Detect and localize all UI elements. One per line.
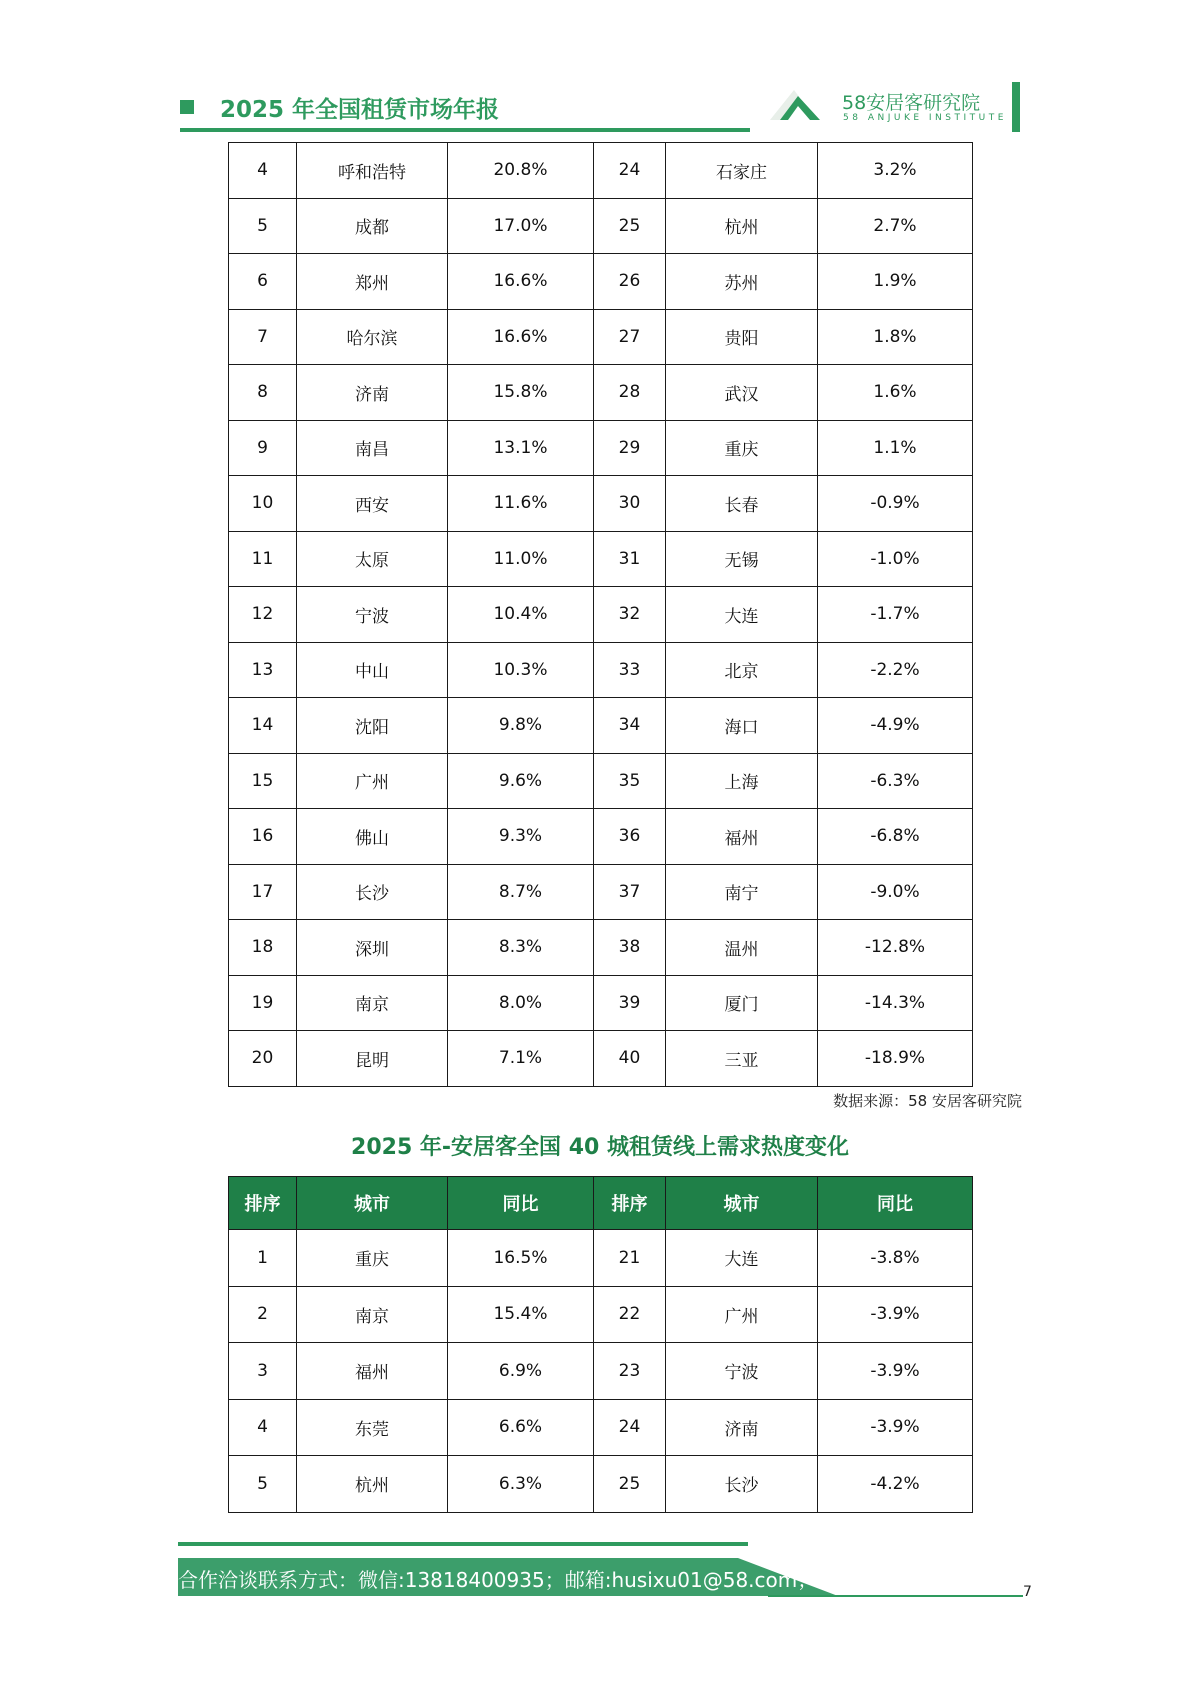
- column-header-city: 城市: [297, 1177, 448, 1230]
- rank-cell: 13: [229, 642, 297, 698]
- table-row: [229, 531, 973, 587]
- city-cell: 东莞: [297, 1399, 448, 1456]
- city-cell: 广州: [666, 1286, 818, 1343]
- logo-text-en: 58 ANJUKE INSTITUTE: [843, 113, 1007, 123]
- city-cell: 杭州: [297, 1456, 448, 1513]
- yoy-cell: -3.9%: [818, 1343, 973, 1400]
- rank-cell: 23: [594, 1343, 666, 1400]
- yoy-cell: -6.3%: [818, 753, 973, 809]
- yoy-cell: -9.0%: [818, 864, 973, 920]
- demand-heat-table-body: [229, 1230, 973, 1513]
- city-cell: 石家庄: [666, 143, 818, 199]
- city-cell: 宁波: [666, 1343, 818, 1400]
- yoy-cell: 8.3%: [448, 920, 594, 976]
- rank-cell: 25: [594, 198, 666, 254]
- table-row: [229, 920, 973, 976]
- rank-cell: 39: [594, 975, 666, 1031]
- yoy-cell: 16.6%: [448, 309, 594, 365]
- table-row: [229, 1031, 973, 1087]
- rank-cell: 4: [229, 1399, 297, 1456]
- yoy-cell: 7.1%: [448, 1031, 594, 1087]
- yoy-cell: 9.6%: [448, 753, 594, 809]
- city-cell: 南京: [297, 1286, 448, 1343]
- contact-info: 合作洽谈联系方式：微信:13818400935；邮箱:husixu01@58.com；: [178, 1568, 818, 1592]
- rank-cell: 38: [594, 920, 666, 976]
- ranking-table-continued: [228, 142, 973, 1087]
- rank-cell: 3: [229, 1343, 297, 1400]
- rank-cell: 30: [594, 476, 666, 532]
- demand-heat-table: [228, 1176, 973, 1513]
- table-header-row: [229, 1177, 973, 1230]
- page-footer: [178, 1542, 1038, 1602]
- rank-cell: 35: [594, 753, 666, 809]
- table-row: [229, 420, 973, 476]
- city-cell: 南宁: [666, 864, 818, 920]
- rank-cell: 33: [594, 642, 666, 698]
- page-header: [180, 82, 1020, 134]
- column-header-rank: 排序: [594, 1177, 666, 1230]
- yoy-cell: 10.4%: [448, 587, 594, 643]
- rank-cell: 12: [229, 587, 297, 643]
- table-row: [229, 143, 973, 199]
- rank-cell: 32: [594, 587, 666, 643]
- data-source-note: 数据来源：58 安居客研究院: [833, 1092, 1022, 1110]
- rank-cell: 1: [229, 1230, 297, 1287]
- rank-cell: 17: [229, 864, 297, 920]
- table-row: [229, 587, 973, 643]
- city-cell: 太原: [297, 531, 448, 587]
- rank-cell: 10: [229, 476, 297, 532]
- yoy-cell: 6.9%: [448, 1343, 594, 1400]
- rank-cell: 25: [594, 1456, 666, 1513]
- yoy-cell: 9.3%: [448, 809, 594, 865]
- rank-cell: 19: [229, 975, 297, 1031]
- table-row: [229, 1399, 973, 1456]
- table-row: [229, 254, 973, 310]
- column-header-yoy: 同比: [818, 1177, 973, 1230]
- yoy-cell: 1.8%: [818, 309, 973, 365]
- rank-cell: 26: [594, 254, 666, 310]
- table-row: [229, 1230, 973, 1287]
- yoy-cell: -3.9%: [818, 1286, 973, 1343]
- city-cell: 长沙: [666, 1456, 818, 1513]
- yoy-cell: -3.9%: [818, 1399, 973, 1456]
- column-header-city: 城市: [666, 1177, 818, 1230]
- city-cell: 宁波: [297, 587, 448, 643]
- yoy-cell: -0.9%: [818, 476, 973, 532]
- city-cell: 贵阳: [666, 309, 818, 365]
- city-cell: 上海: [666, 753, 818, 809]
- rank-cell: 18: [229, 920, 297, 976]
- rank-cell: 7: [229, 309, 297, 365]
- yoy-cell: 3.2%: [818, 143, 973, 199]
- city-cell: 长春: [666, 476, 818, 532]
- city-cell: 呼和浩特: [297, 143, 448, 199]
- yoy-cell: 8.0%: [448, 975, 594, 1031]
- table-row: [229, 809, 973, 865]
- section-title: 2025 年-安居客全国 40 城租赁线上需求热度变化: [351, 1135, 849, 1160]
- city-cell: 西安: [297, 476, 448, 532]
- anjuke-logo-icon: [766, 84, 822, 124]
- rank-cell: 6: [229, 254, 297, 310]
- yoy-cell: -4.2%: [818, 1456, 973, 1513]
- city-cell: 中山: [297, 642, 448, 698]
- yoy-cell: -3.8%: [818, 1230, 973, 1287]
- table-row: [229, 753, 973, 809]
- city-cell: 成都: [297, 198, 448, 254]
- rank-cell: 29: [594, 420, 666, 476]
- rank-cell: 34: [594, 698, 666, 754]
- city-cell: 苏州: [666, 254, 818, 310]
- city-cell: 哈尔滨: [297, 309, 448, 365]
- yoy-cell: 9.8%: [448, 698, 594, 754]
- city-cell: 南昌: [297, 420, 448, 476]
- table-row: [229, 698, 973, 754]
- city-cell: 福州: [666, 809, 818, 865]
- city-cell: 佛山: [297, 809, 448, 865]
- yoy-cell: 20.8%: [448, 143, 594, 199]
- city-cell: 厦门: [666, 975, 818, 1031]
- yoy-cell: -1.0%: [818, 531, 973, 587]
- header-divider: [180, 128, 750, 132]
- table-row: [229, 1343, 973, 1400]
- table-row: [229, 1456, 973, 1513]
- rank-cell: 27: [594, 309, 666, 365]
- city-cell: 南京: [297, 975, 448, 1031]
- rank-cell: 40: [594, 1031, 666, 1087]
- table-row: [229, 975, 973, 1031]
- rank-cell: 22: [594, 1286, 666, 1343]
- rank-cell: 31: [594, 531, 666, 587]
- city-cell: 长沙: [297, 864, 448, 920]
- city-cell: 重庆: [297, 1230, 448, 1287]
- rank-cell: 5: [229, 198, 297, 254]
- yoy-cell: 1.9%: [818, 254, 973, 310]
- city-cell: 无锡: [666, 531, 818, 587]
- yoy-cell: -12.8%: [818, 920, 973, 976]
- rank-cell: 28: [594, 365, 666, 421]
- city-cell: 武汉: [666, 365, 818, 421]
- table-row: [229, 476, 973, 532]
- city-cell: 郑州: [297, 254, 448, 310]
- city-cell: 三亚: [666, 1031, 818, 1087]
- rank-cell: 4: [229, 143, 297, 199]
- page-number: 7: [1023, 1584, 1032, 1600]
- table-row: [229, 1286, 973, 1343]
- rank-cell: 9: [229, 420, 297, 476]
- city-cell: 北京: [666, 642, 818, 698]
- yoy-cell: 6.3%: [448, 1456, 594, 1513]
- yoy-cell: 13.1%: [448, 420, 594, 476]
- column-header-rank: 排序: [229, 1177, 297, 1230]
- yoy-cell: 2.7%: [818, 198, 973, 254]
- city-cell: 杭州: [666, 198, 818, 254]
- ranking-table-body: [229, 143, 973, 1087]
- city-cell: 昆明: [297, 1031, 448, 1087]
- rank-cell: 24: [594, 143, 666, 199]
- rank-cell: 24: [594, 1399, 666, 1456]
- yoy-cell: 8.7%: [448, 864, 594, 920]
- yoy-cell: 11.0%: [448, 531, 594, 587]
- table-row: [229, 309, 973, 365]
- yoy-cell: 16.6%: [448, 254, 594, 310]
- city-cell: 济南: [666, 1399, 818, 1456]
- table-row: [229, 642, 973, 698]
- yoy-cell: 1.6%: [818, 365, 973, 421]
- city-cell: 大连: [666, 587, 818, 643]
- table-row: [229, 864, 973, 920]
- report-title: 2025 年全国租赁市场年报: [220, 97, 500, 123]
- yoy-cell: 17.0%: [448, 198, 594, 254]
- rank-cell: 21: [594, 1230, 666, 1287]
- city-cell: 温州: [666, 920, 818, 976]
- rank-cell: 2: [229, 1286, 297, 1343]
- rank-cell: 16: [229, 809, 297, 865]
- yoy-cell: -2.2%: [818, 642, 973, 698]
- table-row: [229, 365, 973, 421]
- yoy-cell: -14.3%: [818, 975, 973, 1031]
- logo-text-cn: 58安居客研究院: [842, 92, 981, 114]
- column-header-yoy: 同比: [448, 1177, 594, 1230]
- rank-cell: 20: [229, 1031, 297, 1087]
- footer-divider: [178, 1542, 748, 1546]
- city-cell: 海口: [666, 698, 818, 754]
- yoy-cell: 16.5%: [448, 1230, 594, 1287]
- rank-cell: 15: [229, 753, 297, 809]
- city-cell: 重庆: [666, 420, 818, 476]
- header-accent-bar: [1012, 82, 1020, 132]
- rank-cell: 14: [229, 698, 297, 754]
- rank-cell: 36: [594, 809, 666, 865]
- city-cell: 沈阳: [297, 698, 448, 754]
- city-cell: 大连: [666, 1230, 818, 1287]
- header-square-icon: [180, 100, 194, 114]
- yoy-cell: -6.8%: [818, 809, 973, 865]
- rank-cell: 11: [229, 531, 297, 587]
- rank-cell: 8: [229, 365, 297, 421]
- city-cell: 济南: [297, 365, 448, 421]
- yoy-cell: 6.6%: [448, 1399, 594, 1456]
- yoy-cell: -18.9%: [818, 1031, 973, 1087]
- yoy-cell: -1.7%: [818, 587, 973, 643]
- yoy-cell: 15.4%: [448, 1286, 594, 1343]
- rank-cell: 5: [229, 1456, 297, 1513]
- city-cell: 深圳: [297, 920, 448, 976]
- yoy-cell: 11.6%: [448, 476, 594, 532]
- yoy-cell: 15.8%: [448, 365, 594, 421]
- footer-underline: [768, 1595, 1023, 1597]
- city-cell: 广州: [297, 753, 448, 809]
- table-row: [229, 198, 973, 254]
- yoy-cell: -4.9%: [818, 698, 973, 754]
- yoy-cell: 1.1%: [818, 420, 973, 476]
- city-cell: 福州: [297, 1343, 448, 1400]
- yoy-cell: 10.3%: [448, 642, 594, 698]
- rank-cell: 37: [594, 864, 666, 920]
